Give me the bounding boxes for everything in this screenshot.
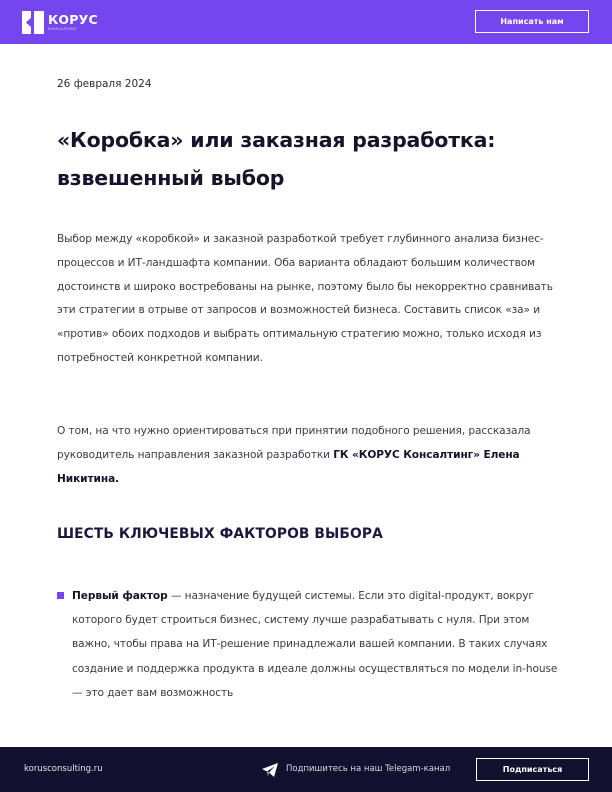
article-lead: [57, 420, 557, 491]
section-title: ШЕСТЬ КЛЮЧЕВЫХ ФАКТОРОВ ВЫБОРА: [57, 526, 383, 542]
article-title: «Коробка» или заказная разработка: взвешенный выбор: [57, 128, 496, 190]
factor-body: — назначение будущей системы. Если это digital-продукт, вокруг которого будет строиться бизнес, систему лучше разрабатывать с нуля. При этом важно, чтобы права на ИТ-решение принадлежали вашей компании. В таких случаях создание и поддержка продукта в идеале должны осуществляться по модели in-house — это дает вам возможность: [72, 590, 558, 699]
lead-text: О том, на что нужно ориентироваться при принятии подобного решения, рассказала руководитель направления заказной разработки: [57, 425, 531, 461]
article-date: 26 февраля 2024: [57, 78, 152, 90]
logo-name: КОРУС: [48, 12, 98, 27]
square-bullet-icon: [57, 592, 64, 599]
logo-mark-icon: [22, 11, 44, 34]
factor-label: Первый фактор: [72, 590, 168, 602]
factor-text: [72, 584, 562, 705]
top-header: [0, 0, 612, 44]
subscribe-button[interactable]: Подписаться: [476, 758, 589, 781]
footer: [0, 747, 612, 792]
logo-subtitle: КОНСАЛТИНГ: [48, 27, 78, 31]
article-intro: Выбор между «коробкой» и заказной разработкой требует глубинного анализа бизнес-процессов и ИТ-ландшафта компании. Оба варианта обладают большим количеством достоинств и широко востребованы на рынке, поэтому было бы некорректно сравнивать эти стратегии в отрыве от запросов и возможностей бизнеса. Составить список «за» и «против» обоих подходов и выбрать оптимальную стратегию можно, только исходя из потребностей конкретной компании.: [57, 233, 553, 364]
telegram-icon[interactable]: [262, 762, 278, 776]
telegram-cta: Подпишитесь на наш Telegam-канал: [286, 764, 451, 774]
lead-author: ГК «КОРУС Консалтинг» Елена Никитина.: [57, 448, 520, 485]
korus-logo[interactable]: [22, 11, 98, 34]
contact-us-button[interactable]: Написать нам: [475, 10, 589, 33]
site-link[interactable]: korusconsulting.ru: [24, 764, 103, 774]
